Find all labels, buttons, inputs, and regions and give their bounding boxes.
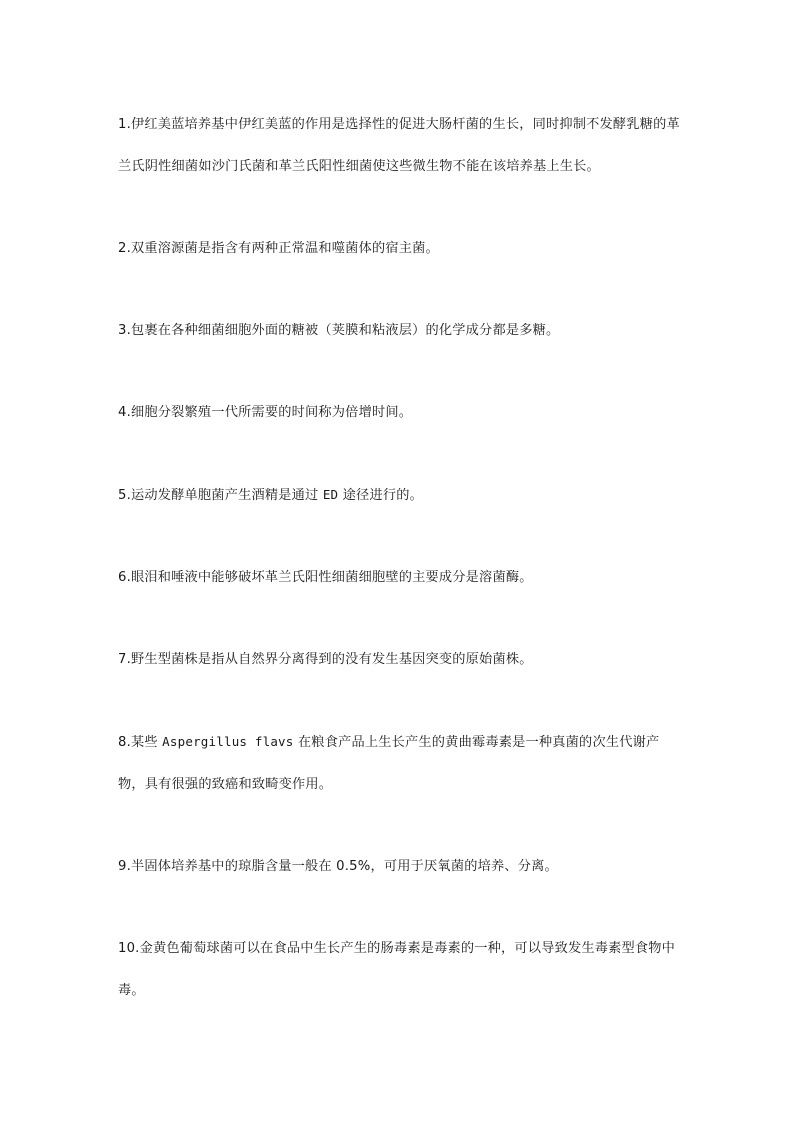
- statement-5-term: ED: [322, 487, 339, 502]
- statement-6: 6.眼泪和唾液中能够破坏革兰氏阳性细菌细胞壁的主要成分是溶菌酶。: [118, 570, 533, 585]
- statement-2: 2.双重溶源菌是指含有两种正常温和噬菌体的宿主菌。: [118, 241, 439, 256]
- statement-8-suffix: 在粮食产品上生长产生的黄曲霉毒素是一种真菌的次生代谢产物，具有很强的致癌和致畸变作用。: [118, 735, 660, 792]
- statement-5-prefix: 5.运动发酵单胞菌产生酒精是通过: [118, 488, 319, 503]
- statement-7: 7.野生型菌株是指从自然界分离得到的没有发生基因突变的原始菌株。: [118, 652, 533, 667]
- statement-5-suffix: 途径进行的。: [342, 488, 423, 503]
- statement-9: 9.半固体培养基中的琼脂含量一般在 0.5%，可用于厌氧菌的培养、分离。: [118, 859, 558, 874]
- statement-4: 4.细胞分裂繁殖一代所需要的时间称为倍增时间。: [118, 405, 413, 420]
- statement-8-term: Aspergillus flavs: [162, 734, 294, 749]
- statement-10: 10.金黄色葡萄球菌可以在食品中生长产生的肠毒素是毒素的一种，可以导致发生毒素型食物中毒。: [118, 941, 676, 998]
- statement-3: 3.包裹在各种细菌细胞外面的糖被（荚膜和粘液层）的化学成分都是多糖。: [118, 323, 560, 338]
- statement-8: [118, 721, 686, 806]
- statement-1: 1.伊红美蓝培养基中伊红美蓝的作用是选择性的促进大肠杆菌的生长，同时抑制不发酵乳糖的革兰氏阴性细菌如沙门氏菌和革兰氏阳性细菌使这些微生物不能在该培养基上生长。: [118, 117, 680, 174]
- statement-8-prefix: 8.某些: [118, 735, 158, 750]
- statement-list: [118, 104, 686, 1052]
- statement-5: [118, 474, 686, 517]
